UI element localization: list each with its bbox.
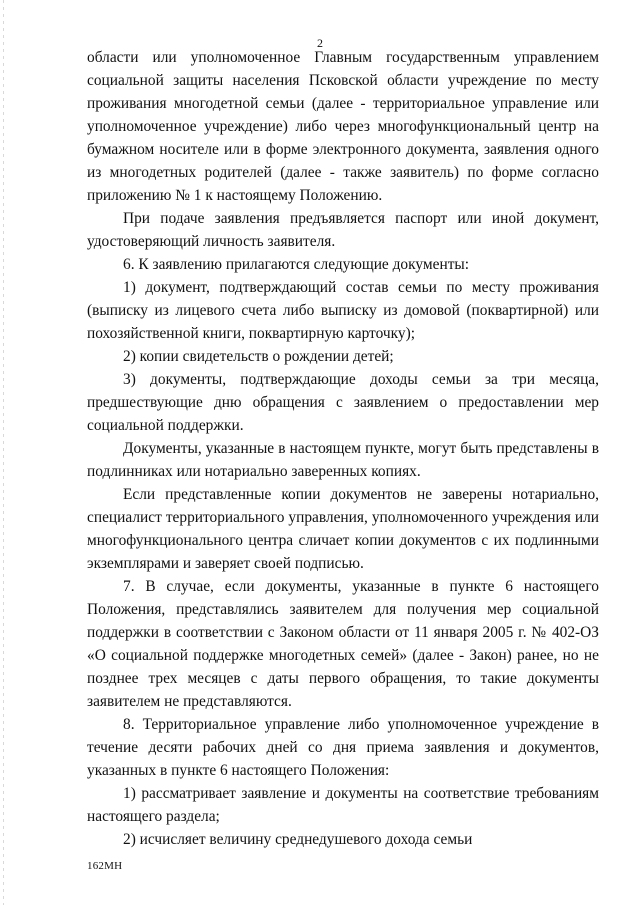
paragraph-item-7: 7. В случае, если документы, указанные в пункте 6 настоящего Положения, представлялись заявителем для получения мер социальной поддержки в соответствии с Законом области от 11 января 2005 г. № 402-ОЗ «О социальной поддержке многодетных семей» (далее - Закон) ранее, но не позднее трех месяцев с даты первого обращения, то такие документы заявителем не представляются. — [87, 578, 599, 710]
page-number: 2 — [317, 36, 323, 50]
paragraph-6-3: 3) документы, подтверждающие доходы семьи за три месяца, предшествующие дню обращения с заявлением о предоставлении мер социальной поддержки. — [87, 371, 599, 434]
paragraph-continuation: области или уполномоченное Главным государственным управлением социальной защиты населения Псковской области учреждение по месту проживания многодетной семьи (далее - территориальное управление или уполномоченное учреждение) либо через многофункциональный центр на бумажном носителе или в форме электронного документа, заявления одного из многодетных родителей (далее - также заявитель) по форме согласно приложению № 1 к настоящему Положению. — [87, 49, 599, 204]
scan-edge-artifact — [3, 0, 4, 905]
paragraph-8-2: 2) исчисляет величину среднедушевого дохода семьи — [123, 831, 473, 848]
footer-document-code: 162МН — [87, 860, 123, 872]
paragraph-6-1: 1) документ, подтверждающий состав семьи по месту проживания (выписку из лицевого счета либо выписку из домовой (поквартирной) или похозяйственной книги, поквартирную карточку); — [87, 279, 599, 342]
paragraph-item-6: 6. К заявлению прилагаются следующие документы: — [123, 256, 470, 273]
paragraph-passport: При подаче заявления предъявляется паспорт или иной документ, удостоверяющий личность заявителя. — [87, 210, 599, 250]
paragraph-item-8: 8. Территориальное управление либо уполномоченное учреждение в течение десяти рабочих дней со дня приема заявления и документов, указанных в пункте 6 настоящего Положения: — [87, 716, 599, 779]
document-body — [87, 46, 599, 851]
paragraph-6-2: 2) копии свидетельств о рождении детей; — [123, 348, 394, 365]
paragraph-originals: Документы, указанные в настоящем пункте, могут быть представлены в подлинниках или нотариально заверенных копиях. — [87, 440, 599, 480]
paragraph-copies-verification: Если представленные копии документов не заверены нотариально, специалист территориального управления, уполномоченного учреждения или многофункционального центра сличает копии документов с их подлинными экземплярами и заверяет своей подписью. — [87, 486, 599, 572]
paragraph-8-1: 1) рассматривает заявление и документы на соответствие требованиям настоящего раздела; — [87, 785, 599, 825]
